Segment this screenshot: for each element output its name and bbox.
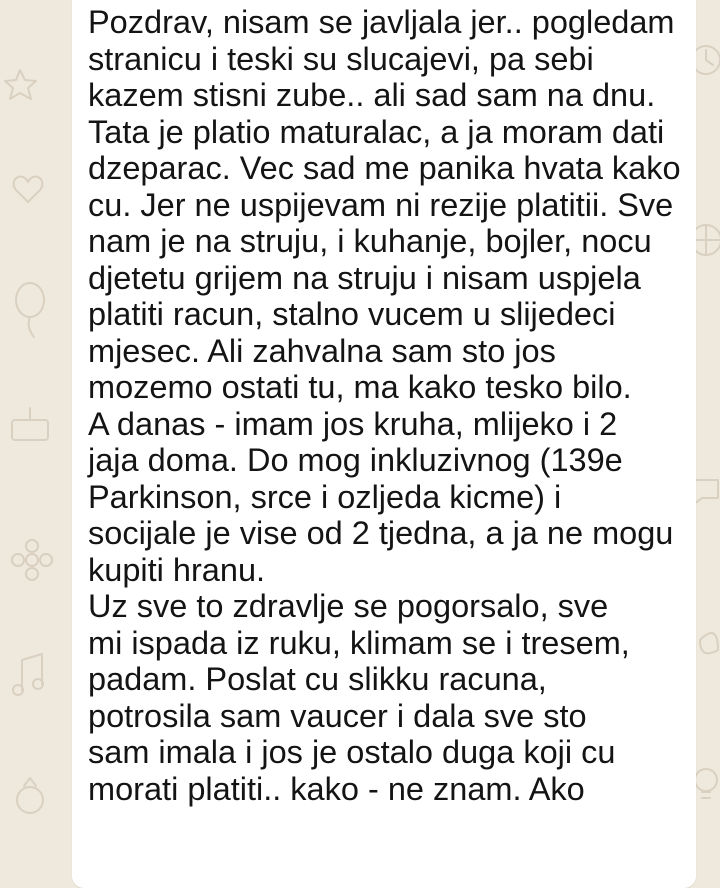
message-text: Pozdrav, nisam se javljala jer.. pogledam stranicu i teski su slucajevi, pa sebi kazem stisni zube.. ali sad sam na dnu. Tata je platio maturalac, a ja moram dati dzeparac. Vec sad me panika hvata kako cu. Jer ne uspijevam ni rezije platitii. Sve nam je na struju, i kuhanje, bojler, nocu djetetu grijem na struju i nisam uspjela platiti racun, stalno vucem u slijedeci mjesec. Ali zahvalna sam sto jos mozemo ostati tu, ma kako tesko bilo. A danas - imam jos kruha, mlijeko i 2 jaja doma. Do mog inkluzivnog (139e Parkinson, srce i ozljeda kicme) i socijale je vise od 2 tjedna, a ja ne mogu kupiti hranu. Uz sve to zdravlje se pogorsalo, sve mi ispada iz ruku, klimam se i tresem, padam. Poslat cu slikku racuna, potrosila sam vaucer i dala sve sto sam imala i jos je ostalo duga koji cu morati platiti.. kako - ne znam. Ako — [88, 4, 681, 807]
doodle-heart-icon — [14, 177, 43, 202]
doodle-music-note-icon — [13, 654, 43, 695]
doodle-cake-icon — [12, 408, 48, 440]
doodle-balloon-icon — [16, 283, 44, 337]
doodle-ring-icon — [17, 778, 43, 813]
doodle-star-icon — [5, 70, 36, 99]
doodle-flower-icon — [12, 540, 52, 580]
